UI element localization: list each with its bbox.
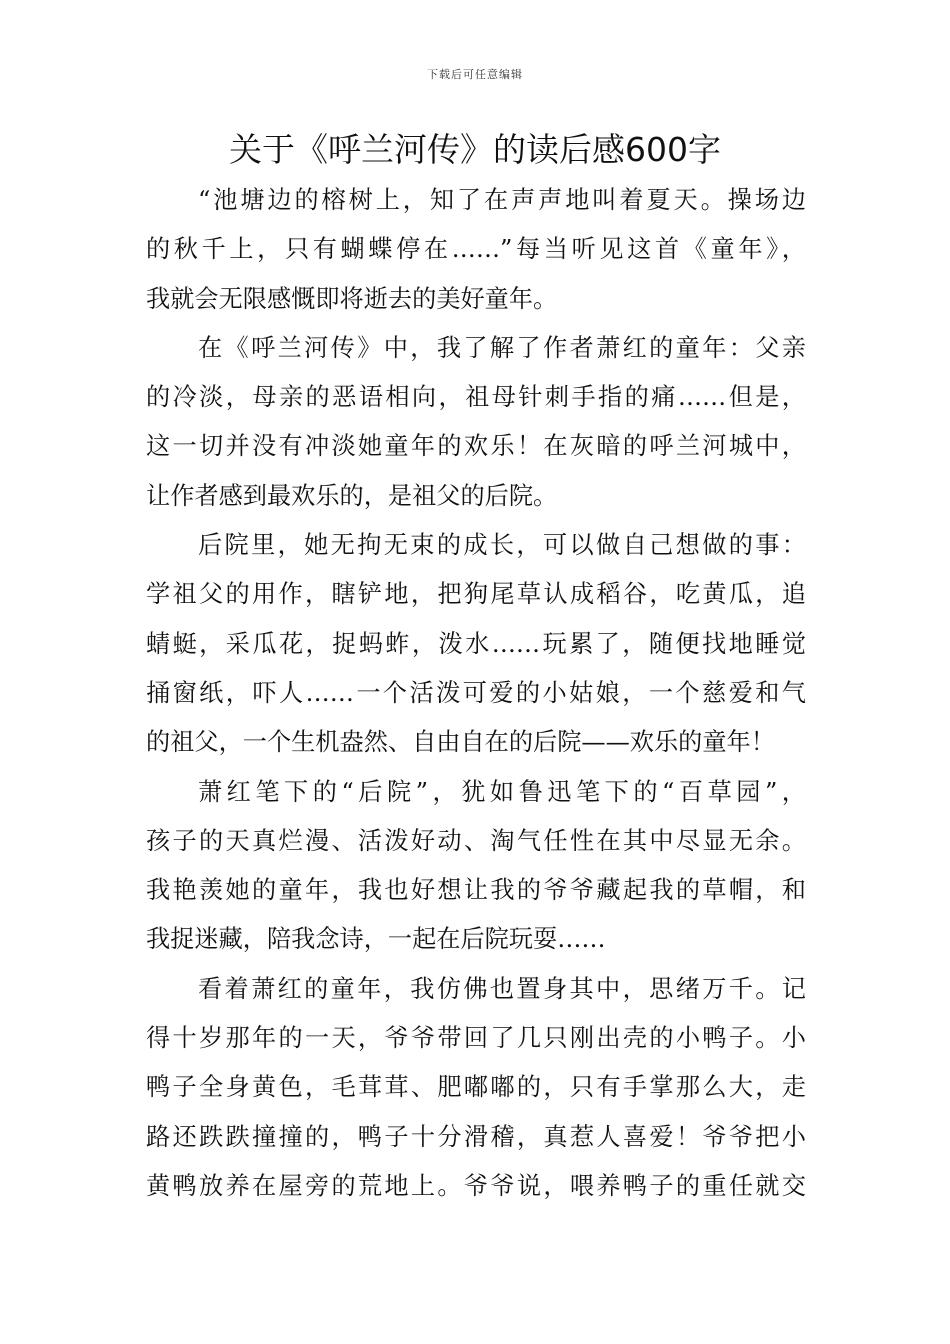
text-line: 的祖父，一个生机盎然、自由自在的后院——欢乐的童年！ <box>146 728 775 757</box>
text-line: 学祖父的用作，瞎铲地，把狗尾草认成稻谷，吃黄瓜，追 <box>146 580 806 609</box>
text-line: 这一切并没有冲淡她童年的欢乐！在灰暗的呼兰河城中， <box>146 432 806 461</box>
text-line: 萧红笔下的“后院”，犹如鲁迅笔下的“百草园”， <box>198 777 806 806</box>
text-line: 得十岁那年的一天，爷爷带回了几只刚出壳的小鸭子。小 <box>146 1024 806 1053</box>
text-line: 的冷淡，母亲的恶语相向，祖母针刺手指的痛……但是， <box>146 383 806 412</box>
download-note: 下载后可任意编辑 <box>427 68 523 81</box>
text-line: 在《呼兰河传》中，我了解了作者萧红的童年：父亲 <box>198 333 806 362</box>
text-line: 孩子的天真烂漫、活泼好动、淘气任性在其中尽显无余。 <box>146 826 806 855</box>
text-line: 让作者感到最欢乐的，是祖父的后院。 <box>146 481 558 510</box>
text-line: 鸭子全身黄色，毛茸茸、肥嘟嘟的，只有手掌那么大，走 <box>146 1073 806 1102</box>
text-line: “池塘边的榕树上，知了在声声地叫着夏天。操场边 <box>198 186 806 214</box>
text-line: 我就会无限感慨即将逝去的美好童年。 <box>146 284 558 313</box>
text-line: 后院里，她无拘无束的成长，可以做自己想做的事： <box>198 531 806 560</box>
text-line: 我捉迷藏，陪我念诗，一起在后院玩耍…… <box>146 925 606 954</box>
page-title: 关于《呼兰河传》的读后感600字 <box>229 130 721 169</box>
text-line: 的秋千上，只有蝴蝶停在……”每当听见这首《童年》， <box>146 235 806 264</box>
text-line: 路还跌跌撞撞的，鸭子十分滑稽，真惹人喜爱！爷爷把小 <box>146 1122 806 1151</box>
text-line: 蜻蜓，采瓜花，捉蚂蚱，泼水……玩累了，随便找地睡觉 <box>146 629 806 658</box>
text-line: 我艳羡她的童年，我也好想让我的爷爷藏起我的草帽，和 <box>146 876 806 905</box>
article-body <box>146 176 806 1211</box>
text-line: 看着萧红的童年，我仿佛也置身其中，思绪万千。记 <box>198 974 806 1003</box>
text-line: 捅窗纸，吓人……一个活泼可爱的小姑娘，一个慈爱和气 <box>146 678 806 707</box>
text-line: 黄鸭放养在屋旁的荒地上。爷爷说，喂养鸭子的重任就交 <box>146 1171 806 1200</box>
